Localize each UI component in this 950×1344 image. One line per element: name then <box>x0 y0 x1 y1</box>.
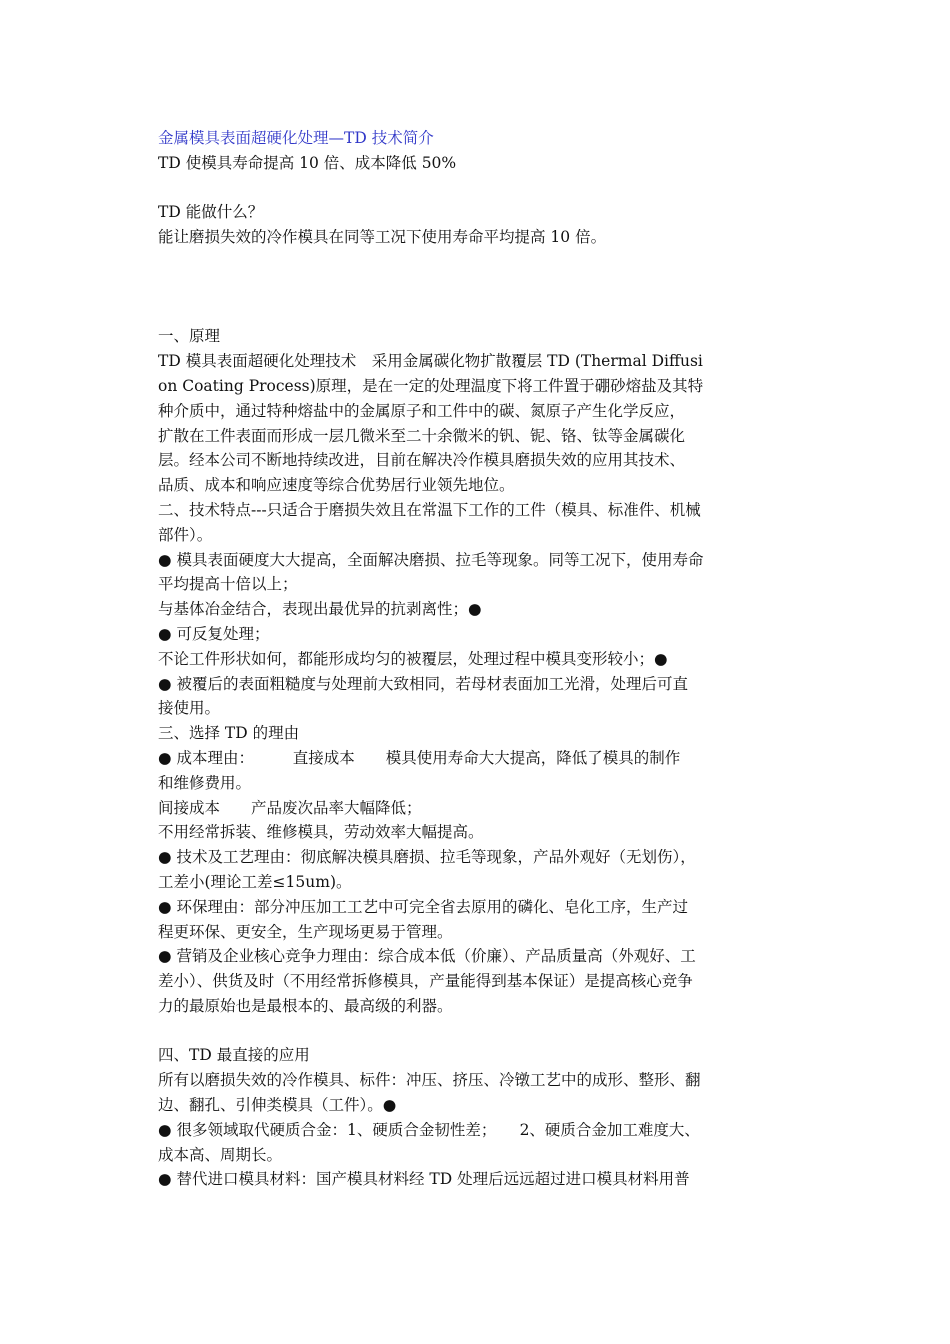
document-subtitle: TD 使模具寿命提高 10 倍、成本降低 50% <box>158 153 457 172</box>
paragraph-line: 间接成本 产品废次品率大幅降低； <box>158 798 422 817</box>
spacer <box>158 176 718 201</box>
bullet-item: ● 成本理由： 直接成本 模具使用寿命大大提高，降低了模具的制作 <box>158 748 681 767</box>
paragraph-line: 扩散在工件表面而形成一层几微米至二十余微米的钒、铌、铬、钛等金属碳化 <box>158 426 686 445</box>
paragraph-line: 所有以磨损失效的冷作模具、标件：冲压、挤压、冷镦工艺中的成形、整形、翻 <box>158 1071 701 1090</box>
bullet-item: ● 可反复处理； <box>158 624 270 643</box>
paragraph-line: 和维修费用。 <box>158 773 252 792</box>
spacer <box>158 1019 718 1044</box>
bullet-item: ● 很多领域取代硬质合金：1、硬质合金韧性差； 2、硬质合金加工难度大、 <box>158 1120 700 1139</box>
paragraph-line: 平均提高十倍以上； <box>158 575 298 594</box>
paragraph-line: 程更环保、更安全，生产现场更易于管理。 <box>158 922 453 941</box>
paragraph-line: 差小）、供货及时（不用经常拆修模具，产量能得到基本保证）是提高核心竞争 <box>158 972 693 991</box>
paragraph-line: 部件）。 <box>158 525 213 544</box>
document-title: 金属模具表面超硬化处理—TD 技术简介 <box>158 129 434 147</box>
bullet-item: ● 被覆后的表面粗糙度与处理前大致相同，若母材表面加工光滑，处理后可直 <box>158 674 688 693</box>
spacer <box>158 250 718 324</box>
bullet-item: 与基体冶金结合，表现出最优异的抗剥离性；● <box>158 600 482 619</box>
section-heading-features: 二、技术特点---只适合于磨损失效且在常温下工作的工件（模具、标准件、机械 <box>158 500 701 519</box>
bullet-item: ● 替代进口模具材料：国产模具材料经 TD 处理后远远超过进口模具材料用普 <box>158 1170 690 1189</box>
bullet-item: ● 营销及企业核心竞争力理由：综合成本低（价廉）、产品质量高（外观好、工 <box>158 947 696 966</box>
section-heading-principle: 一、原理 <box>158 327 221 346</box>
bullet-item: 不论工件形状如何，都能形成均匀的被覆层，处理过程中模具变形较小；● <box>158 649 668 668</box>
bullet-item: ● 环保理由：部分冲压加工工艺中可完全省去原用的磷化、皂化工序，生产过 <box>158 897 688 916</box>
section-heading-applications: 四、TD 最直接的应用 <box>158 1046 310 1065</box>
paragraph-line: 不用经常拆装、维修模具，劳动效率大幅提高。 <box>158 823 484 842</box>
paragraph-line: 成本高、周期长。 <box>158 1145 283 1164</box>
intro-answer: 能让磨损失效的冷作模具在同等工况下使用寿命平均提高 10 倍。 <box>158 228 607 247</box>
document-body <box>158 126 718 1192</box>
intro-question: TD 能做什么？ <box>158 203 264 222</box>
paragraph-line: on Coating Process)原理，是在一定的处理温度下将工件置于硼砂熔盐及其特 <box>158 376 704 395</box>
bullet-item: ● 模具表面硬度大大提高，全面解决磨损、拉毛等现象。同等工况下，使用寿命 <box>158 550 704 569</box>
bullet-item: ● 技术及工艺理由：彻底解决模具磨损、拉毛等现象，产品外观好（无划伤）， <box>158 848 696 867</box>
paragraph-line: 种介质中，通过特种熔盐中的金属原子和工件中的碳、氮原子产生化学反应， <box>158 401 686 420</box>
paragraph-line: 接使用。 <box>158 699 221 718</box>
paragraph-line: 力的最原始也是最根本的、最高级的利器。 <box>158 996 453 1015</box>
paragraph-line: 品质、成本和响应速度等综合优势居行业领先地位。 <box>158 476 515 495</box>
paragraph-line: 层。经本公司不断地持续改进，目前在解决冷作模具磨损失效的应用其技术、 <box>158 451 686 470</box>
paragraph-line: 工差小(理论工差≤15um)。 <box>158 872 352 891</box>
paragraph-line: 边、翻孔、引伸类模具（工件）。● <box>158 1096 397 1115</box>
section-heading-reasons: 三、选择 TD 的理由 <box>158 724 300 743</box>
paragraph-line: TD 模具表面超硬化处理技术 采用金属碳化物扩散覆层 TD (Thermal Diffusi <box>158 352 703 371</box>
